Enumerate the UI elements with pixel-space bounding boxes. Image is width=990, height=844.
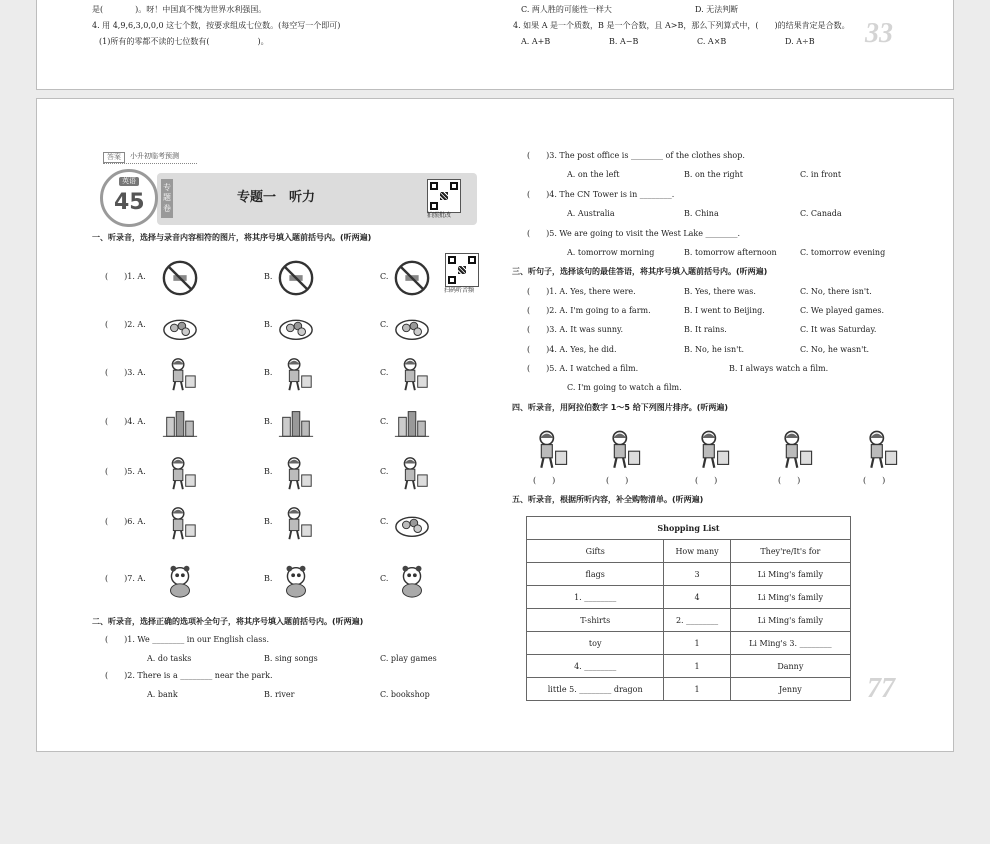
s3-q4: ( )4. A. Yes, he did. bbox=[527, 345, 617, 354]
option-b-label: B. bbox=[264, 517, 273, 526]
header-series: 小升初临考预测 bbox=[130, 152, 179, 160]
s2-q4-b: B. China bbox=[684, 209, 719, 218]
s2-q2: ( )2. There is a ________ near the park. bbox=[105, 671, 273, 680]
order-answer-blank[interactable]: ( ) bbox=[778, 476, 801, 485]
kids-boating-icon bbox=[772, 427, 816, 471]
option-b-label: B. bbox=[264, 467, 273, 476]
mooncakes-plate-icon[interactable] bbox=[161, 307, 199, 345]
s2-q5-a: A. tomorrow morning bbox=[567, 248, 655, 257]
table-blank-cell[interactable]: 2. ________ bbox=[664, 609, 730, 632]
option-c-label: C. bbox=[380, 417, 389, 426]
great-wall-icon[interactable] bbox=[161, 404, 199, 442]
top-opt-d: D. A÷B bbox=[785, 37, 815, 46]
shopping-list-table bbox=[526, 516, 851, 701]
table-cell: toy bbox=[527, 632, 664, 655]
option-c-label: C. bbox=[380, 574, 389, 583]
family-dinner-icon[interactable] bbox=[161, 504, 199, 542]
option-c-label: C. bbox=[380, 517, 389, 526]
s3-q4-b: B. No, he isn't. bbox=[684, 345, 745, 354]
table-row bbox=[527, 586, 851, 609]
question-number: ( )3. A. bbox=[105, 368, 146, 377]
option-c-label: C. bbox=[380, 272, 389, 281]
s2-q4: ( )4. The CN Tower is in ________. bbox=[527, 190, 675, 199]
s3-q1-c: C. No, there isn't. bbox=[800, 287, 872, 296]
table-cell: Li Ming's family bbox=[730, 609, 850, 632]
top-right-question: 4. 如果 A 是一个质数，B 是一个合数，且 A>B，那么下列算式中，( )的结果肯定是合数。 bbox=[513, 21, 850, 30]
main-page bbox=[36, 98, 954, 752]
previous-page bbox=[36, 0, 954, 90]
top-opt-a: A. A+B bbox=[521, 37, 551, 46]
table-cell: 3 bbox=[664, 563, 730, 586]
no-fishing-sign-icon[interactable] bbox=[393, 259, 431, 297]
s3-q2: ( )2. A. I'm going to a farm. bbox=[527, 306, 651, 315]
table-row bbox=[527, 678, 851, 701]
table-cell: T-shirts bbox=[527, 609, 664, 632]
table-row bbox=[527, 609, 851, 632]
s3-q5-b: B. I always watch a film. bbox=[729, 364, 829, 373]
top-right-option-c: C. 两人胜的可能性一样大 bbox=[521, 5, 612, 14]
table-row bbox=[527, 632, 851, 655]
table-caption: Shopping List bbox=[527, 517, 851, 540]
s3-q1: ( )1. A. Yes, there were. bbox=[527, 287, 636, 296]
s3-q3: ( )3. A. It was sunny. bbox=[527, 325, 624, 334]
audio-qr-code[interactable] bbox=[445, 253, 479, 287]
header-badge bbox=[100, 169, 158, 227]
boy-watering-plants-icon[interactable] bbox=[277, 355, 315, 393]
s3-q5: ( )5. A. I watched a film. bbox=[527, 364, 639, 373]
s2-q2-c: C. bookshop bbox=[380, 690, 430, 699]
question-number: ( )6. A. bbox=[105, 517, 146, 526]
top-left-line3: (1)所有的零都不读的七位数有( )。 bbox=[99, 37, 269, 46]
boy-writing-icon bbox=[689, 427, 733, 471]
no-food-sign-icon[interactable] bbox=[277, 259, 315, 297]
table-cell: 1 bbox=[664, 655, 730, 678]
question-number: ( )4. A. bbox=[105, 417, 146, 426]
s3-q2-b: B. I went to Beijing. bbox=[684, 306, 765, 315]
s3-q4-c: C. No, he wasn't. bbox=[800, 345, 870, 354]
topic-vertical-label: 专题卷 bbox=[161, 179, 173, 218]
topic-number: 45 bbox=[114, 190, 145, 215]
order-answer-blank[interactable]: ( ) bbox=[863, 476, 886, 485]
option-b-label: B. bbox=[264, 320, 273, 329]
option-c-label: C. bbox=[380, 368, 389, 377]
table-cell: Li Ming's family bbox=[730, 586, 850, 609]
subject-label: 英语 bbox=[119, 177, 139, 186]
audio-qr-caption: 扫码听音频 bbox=[444, 287, 475, 294]
section1-title: 一、听录音，选择与录音内容相符的图片，将其序号填入题前括号内。(听两遍) bbox=[92, 233, 372, 242]
table-header: They're/It's for bbox=[730, 540, 850, 563]
top-opt-b: B. A−B bbox=[609, 37, 639, 46]
s3-q5-c: C. I'm going to watch a film. bbox=[567, 383, 682, 392]
question-number: ( )2. A. bbox=[105, 320, 146, 329]
table-row bbox=[527, 655, 851, 678]
s2-q5-b: B. tomorrow afternoon bbox=[684, 248, 777, 257]
page-number-main: 77 bbox=[867, 673, 895, 704]
kids-swimming-icon[interactable] bbox=[277, 454, 315, 492]
table-cell: flags bbox=[527, 563, 664, 586]
s2-q2-a: A. bank bbox=[147, 690, 178, 699]
s2-q1-b: B. sing songs bbox=[264, 654, 318, 663]
s3-q3-b: B. It rains. bbox=[684, 325, 727, 334]
girl-reading-book-icon bbox=[527, 427, 571, 471]
boy-making-bed-icon bbox=[600, 427, 644, 471]
no-swimming-sign-icon[interactable] bbox=[161, 259, 199, 297]
kids-dancing-icon[interactable] bbox=[393, 454, 431, 492]
option-b-label: B. bbox=[264, 574, 273, 583]
top-left-line1: 是( )。呀！中国真不愧为世界水利强国。 bbox=[92, 5, 267, 14]
s2-q5: ( )5. We are going to visit the West Lake ________. bbox=[527, 229, 741, 238]
s3-q2-c: C. We played games. bbox=[800, 306, 884, 315]
option-c-label: C. bbox=[380, 320, 389, 329]
boy-cooking-icon bbox=[857, 427, 901, 471]
grading-qr-code[interactable] bbox=[427, 179, 461, 213]
s2-q4-a: A. Australia bbox=[567, 209, 615, 218]
question-number: ( )7. A. bbox=[105, 574, 146, 583]
option-c-label: C. bbox=[380, 467, 389, 476]
s2-q3-c: C. in front bbox=[800, 170, 842, 179]
header-divider bbox=[103, 163, 197, 165]
s2-q3: ( )3. The post office is ________ of the clothes shop. bbox=[527, 151, 745, 160]
s2-q1: ( )1. We ________ in our English class. bbox=[105, 635, 269, 644]
s3-q3-c: C. It was Saturday. bbox=[800, 325, 877, 334]
order-answer-blank[interactable]: ( ) bbox=[695, 476, 718, 485]
top-right-option-d: D. 无法判断 bbox=[695, 5, 739, 14]
order-answer-blank[interactable]: ( ) bbox=[606, 476, 629, 485]
table-blank-cell[interactable]: little 5. ________ dragon bbox=[527, 678, 664, 701]
option-b-label: B. bbox=[264, 272, 273, 281]
option-b-label: B. bbox=[264, 417, 273, 426]
page-number-top: 33 bbox=[865, 18, 893, 49]
table-cell: 1 bbox=[664, 632, 730, 655]
zongzi-plate-icon[interactable] bbox=[277, 307, 315, 345]
tiger-icon[interactable] bbox=[277, 561, 315, 599]
top-opt-c: C. A×B bbox=[697, 37, 727, 46]
s2-q4-c: C. Canada bbox=[800, 209, 842, 218]
top-left-line2: 4. 用 4,9,6,3,0,0,0 这七个数，按要求组成七位数。(每空写一个即可) bbox=[92, 21, 341, 30]
boy-planting-tree-icon[interactable] bbox=[393, 355, 431, 393]
question-number: ( )1. A. bbox=[105, 272, 146, 281]
s2-q3-a: A. on the left bbox=[567, 170, 620, 179]
city-buildings-icon[interactable] bbox=[393, 404, 431, 442]
table-blank-cell[interactable]: 4. ________ bbox=[527, 655, 664, 678]
table-cell: Danny bbox=[730, 655, 850, 678]
boy-reading-icon[interactable] bbox=[161, 355, 199, 393]
page-title: 专题一 听力 bbox=[237, 190, 316, 205]
table-header: Gifts bbox=[527, 540, 664, 563]
table-blank-cell[interactable]: Li Ming's 3. ________ bbox=[730, 632, 850, 655]
giraffe-icon[interactable] bbox=[393, 561, 431, 599]
option-b-label: B. bbox=[264, 368, 273, 377]
question-number: ( )5. A. bbox=[105, 467, 146, 476]
header-tag: 答案 bbox=[103, 152, 125, 163]
s2-q1-c: C. play games bbox=[380, 654, 437, 663]
grading-qr-caption: 拍照批改 bbox=[427, 212, 452, 219]
tangyuan-bowl-icon[interactable] bbox=[393, 307, 431, 345]
s2-q2-b: B. river bbox=[264, 690, 295, 699]
pandas-icon[interactable] bbox=[161, 561, 199, 599]
section3-title: 三、听句子，选择该句的最佳答语，将其序号填入题前括号内。(听两遍) bbox=[512, 267, 768, 276]
kid-flying-kite-icon[interactable] bbox=[161, 454, 199, 492]
section4-title: 四、听录音，用阿拉伯数字 1～5 给下列图片排序。(听两遍) bbox=[512, 403, 729, 412]
table-cell: 4 bbox=[664, 586, 730, 609]
table-cell: Jenny bbox=[730, 678, 850, 701]
s3-q1-b: B. Yes, there was. bbox=[684, 287, 756, 296]
table-header: How many bbox=[664, 540, 730, 563]
dumplings-plate-icon[interactable] bbox=[393, 504, 431, 542]
s2-q3-b: B. on the right bbox=[684, 170, 743, 179]
s2-q1-a: A. do tasks bbox=[147, 654, 192, 663]
summer-palace-icon[interactable] bbox=[277, 404, 315, 442]
table-blank-cell[interactable]: 1. ________ bbox=[527, 586, 664, 609]
section5-title: 五、听录音，根据所听内容，补全购物清单。(听两遍) bbox=[512, 495, 704, 504]
section2-title: 二、听录音，选择正确的选项补全句子，将其序号填入题前括号内。(听两遍) bbox=[92, 617, 364, 626]
dragon-boat-icon[interactable] bbox=[277, 504, 315, 542]
table-row bbox=[527, 563, 851, 586]
table-cell: 1 bbox=[664, 678, 730, 701]
order-answer-blank[interactable]: ( ) bbox=[533, 476, 556, 485]
s2-q5-c: C. tomorrow evening bbox=[800, 248, 886, 257]
table-cell: Li Ming's family bbox=[730, 563, 850, 586]
